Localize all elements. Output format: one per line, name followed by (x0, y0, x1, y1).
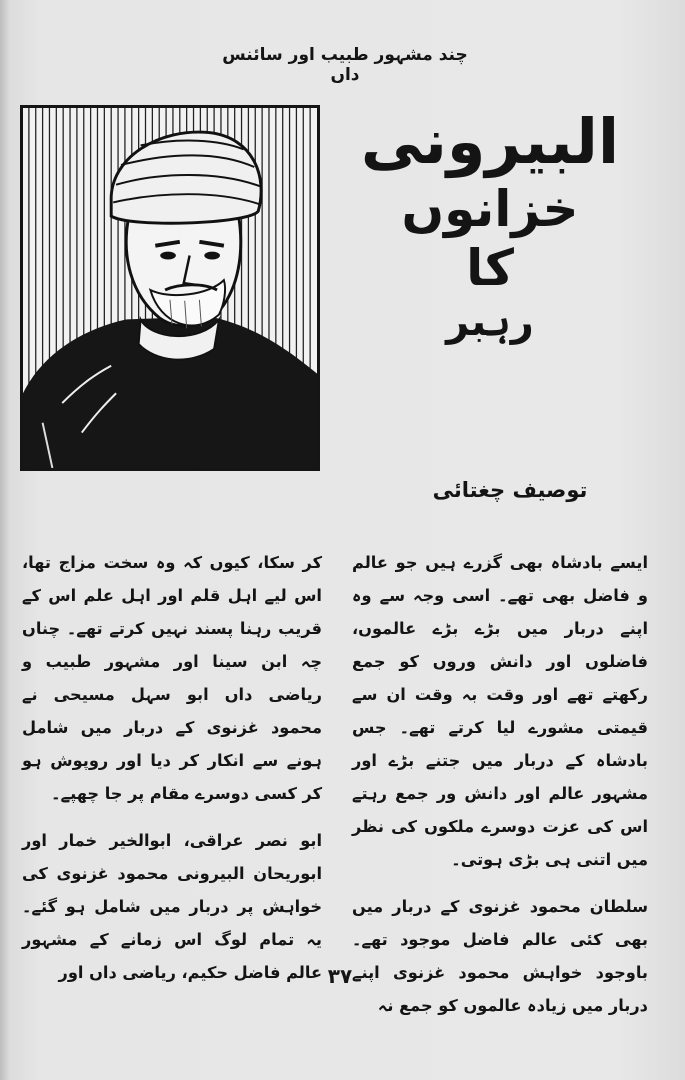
article-title-block (330, 105, 650, 346)
page-number: ۳۷ (327, 964, 353, 988)
portrait-illustration (20, 105, 320, 471)
author-byline: توصیف چغتائی (432, 478, 588, 502)
page-binding-edge (0, 0, 10, 1080)
article-subtitle-line-2: کا (466, 239, 514, 298)
paragraph: سلطان محمود غزنوی کے دربار میں بھی کئی عالم فاضل موجود تھے۔ باوجود خواہش محمود غزنوی اپنے دربار میں زیادہ عالموں کو جمع نہ (352, 897, 648, 1015)
article-subtitle-line-1: خزانوں (401, 180, 579, 239)
paragraph: کر سکا، کیوں کہ وہ سخت مزاج تھا، اس لیے اہل قلم اور اہل علم اس کے قریب رہنا پسند نہیں کرتے تھے۔ چناں چہ ابن سینا اور مشہور طبیب و ریاضی داں ابو سہل مسیحی نے محمود غزنوی کے دربار میں شامل ہونے سے انکار کر دیا اور روپوش ہو کر کسی دوسرے مقام پر جا چھپے۔ (22, 553, 322, 803)
portrait-woodcut-image (23, 108, 317, 468)
paragraph: ایسے بادشاہ بھی گزرے ہیں جو عالم و فاضل بھی تھے۔ اسی وجہ سے وہ اپنے دربار میں بڑے بڑے عالموں، فاضلوں اور دانش وروں کو جمع رکھتے تھے اور وقت بہ وقت ان سے قیمتی مشورے لیا کرتے تھے۔ جس بادشاہ کے دربار میں جتنے بڑے اور مشہور عالم اور دانش ور جمع رہتے اس کی عزت دوسرے ملکوں کی نظر میں اتنی ہی بڑی ہوتی۔ (352, 553, 648, 869)
article-subtitle-line-3: رہبر (446, 299, 534, 346)
paragraph: ابو نصر عراقی، ابوالخیر خمار اور ابوریحان البیرونی محمود غزنوی کی خواہش پر دربار میں شامل ہو گئے۔ یہ تمام لوگ اس زمانے کے مشہور عالم فاضل حکیم، ریاضی داں اور (22, 831, 322, 982)
text-column-right (352, 546, 648, 1036)
text-column-left (22, 546, 322, 1003)
article-title: البیرونی (360, 105, 620, 178)
running-head: چند مشہور طبیب اور سائنس داں (222, 45, 468, 85)
